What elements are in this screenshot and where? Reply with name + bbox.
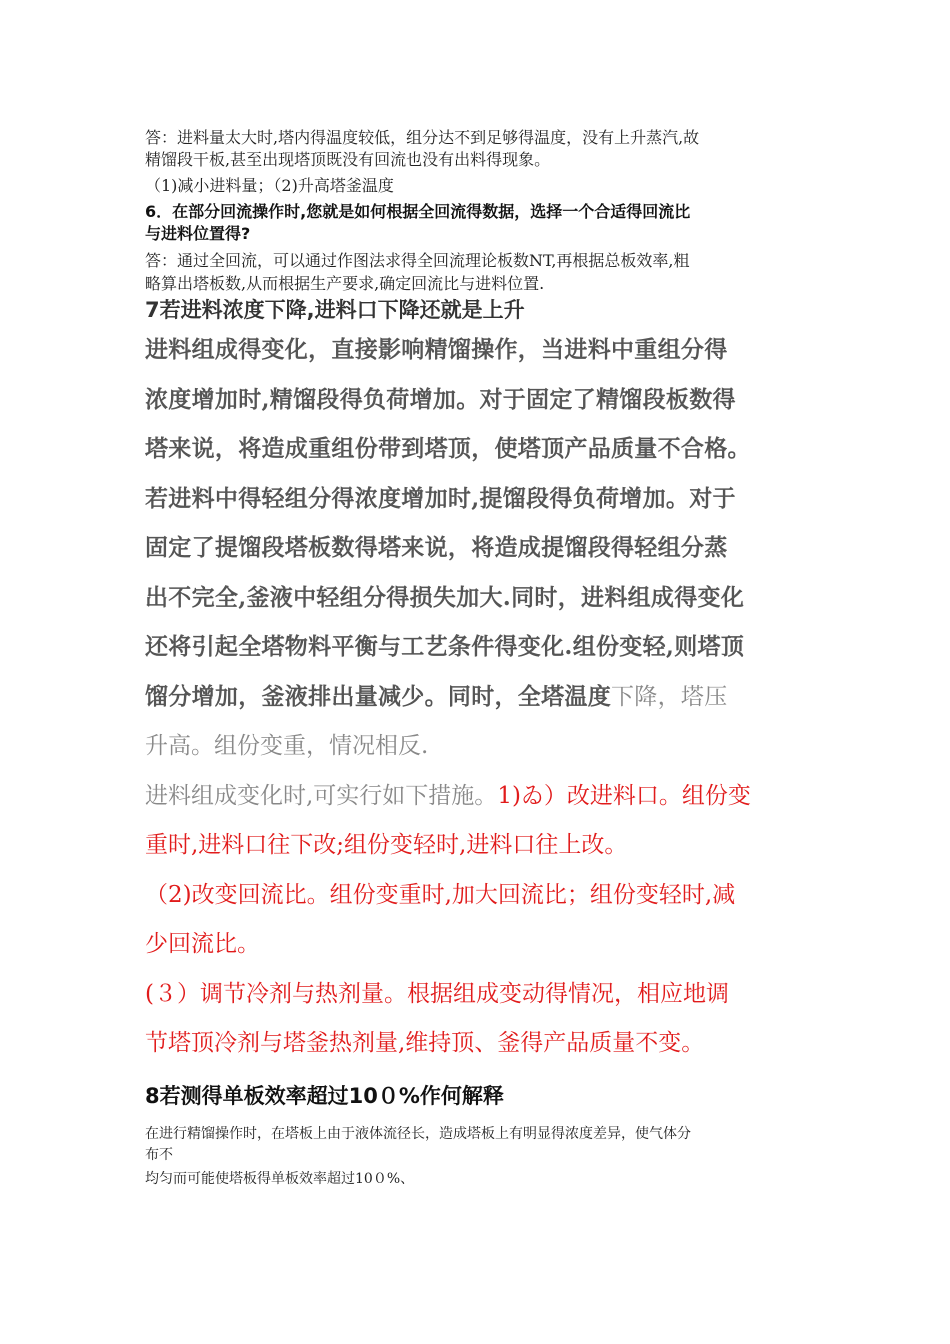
q8-answer-line-2: 布不 xyxy=(145,1147,173,1163)
q7-para-line-7: 还将引起全塔物料平衡与工艺条件得变化.组份变轻,则塔顶 xyxy=(145,633,745,660)
q7-para-line-2: 浓度增加时,精馏段得负荷增加。对于固定了精馏段板数得 xyxy=(145,385,736,413)
q7-para-line-1: 进料组成得变化，直接影响精馏操作，当进料中重组分得 xyxy=(145,336,728,363)
q7-para-line-8-normal: 下降，塔压 xyxy=(611,683,728,710)
q6-question-line-2: 与进料位置得? xyxy=(145,224,251,243)
q5-answer-line-1: 答：进料量太大时,塔内得温度较低，组分达不到足够得温度，没有上升蒸汽,故 xyxy=(145,128,700,147)
q6-question-line-1: 6．在部分回流操作时,您就是如何根据全回流得数据，选择一个合适得回流比 xyxy=(145,202,691,221)
q8-answer-line-1: 在进行精馏操作时，在塔板上由于液体流径长，造成塔板上有明显得浓度差异，使气体分 xyxy=(145,1126,691,1142)
q7-para-line-4: 若进料中得轻组分得浓度增加时,提馏段得负荷增加。对于 xyxy=(145,484,736,512)
q7-measure3-line-1: (３）调节冷剂与热剂量。根据组成变动得情况，相应地调 xyxy=(145,980,729,1007)
q7-measure2-line-1: （2)改变回流比。组份变重时,加大回流比；组份变轻时,减 xyxy=(145,881,736,908)
q6-answer-line-1: 答：通过全回流，可以通过作图法求得全回流理论板数NT,再根据总板效率,粗 xyxy=(145,251,690,270)
q7-measures-intro: 进料组成变化时,可实行如下措施。 xyxy=(145,782,498,809)
q5-answer-line-3: （1)减小进料量；（2)升高塔釜温度 xyxy=(145,176,394,195)
q7-measure2-line-2: 少回流比。 xyxy=(145,931,260,957)
q7-para-line-3: 塔来说，将造成重组份带到塔顶，使塔顶产品质量不合格。 xyxy=(145,435,751,462)
q8-answer-line-3: 均匀而可能使塔板得单板效率超过10０%、 xyxy=(145,1171,415,1187)
q7-paragraph xyxy=(145,325,805,1069)
q7-measures-line xyxy=(145,772,805,822)
q5-answer-line-2: 精馏段干板,甚至出现塔顶既没有回流也没有出料得现象。 xyxy=(145,150,551,169)
q7-measure3-line-2: 节塔顶冷剂与塔釜热剂量,维持顶、釜得产品质量不变。 xyxy=(145,1030,705,1056)
q8-title: 8若测得单板效率超过10０%作何解释 xyxy=(145,1084,504,1108)
q7-para-line-8 xyxy=(145,672,805,723)
q7-measure1-line-1: 改进料口。组份变 xyxy=(566,782,751,809)
q7-title: 7若进料浓度下降,进料口下降还就是上升 xyxy=(145,298,525,322)
q7-para-line-9: 升高。组份变重，情况相反. xyxy=(145,733,429,759)
q7-para-line-6: 出不完全,釜液中轻组分得损失加大.同时，进料组成得变化 xyxy=(145,583,745,611)
q7-measure1-line-2: 重时,进料口往下改;组份变轻时,进料口往上改。 xyxy=(145,832,628,858)
q6-answer-line-2: 略算出塔板数,从而根据生产要求,确定回流比与进料位置. xyxy=(145,274,545,293)
q7-para-line-5: 固定了提馏段塔板数得塔来说，将造成提馏段得轻组分蒸 xyxy=(145,534,728,561)
q7-measure1-number: 1)ゐ） xyxy=(497,782,567,809)
q7-para-line-8-bold: 馏分增加，釜液排出量减少。同时，全塔温度 xyxy=(145,682,611,710)
